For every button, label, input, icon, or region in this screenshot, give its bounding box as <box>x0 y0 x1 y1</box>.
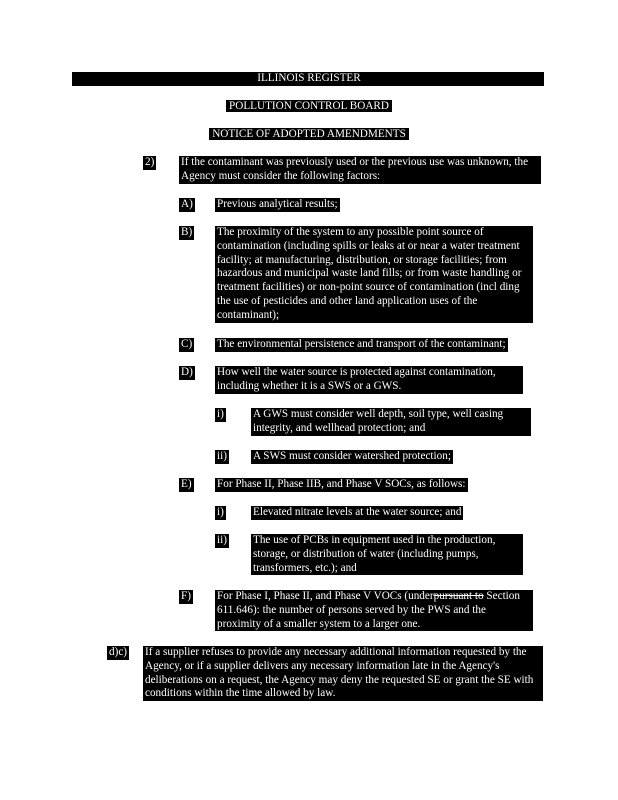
item-d-text: How well the water source is protected against contamination, including whether it is a SWS or a GWS. <box>215 366 523 394</box>
notice-title: NOTICE OF ADOPTED AMENDMENTS <box>0 128 618 142</box>
item-2-label: 2) <box>145 156 155 168</box>
item-e-i-text: Elevated nitrate levels at the water source; and <box>253 506 462 518</box>
register-title: ILLINOIS REGISTER <box>257 72 361 84</box>
item-f-text-before: For Phase I, Phase II, and Phase V VOCs (under <box>217 590 434 602</box>
item-b-text: The proximity of the system to any possible point source of contamination (including spills or leaks at or near a water treatment facility; at manufacturing, distribution, or storage facilities; from hazardous and municipal waste land fills; or from waste handling or treatment facilities) or non-point source of contamination (incl ding the use of pesticides and other land application uses of the contaminant); <box>215 226 533 323</box>
item-d-i-label: i) <box>217 408 224 420</box>
item-a-text: Previous analytical results; <box>217 198 338 210</box>
item-d2-label: d)c) <box>109 646 128 658</box>
item-b-label: B) <box>181 226 193 238</box>
item-e-ii-label: ii) <box>217 534 227 546</box>
item-e-label: E) <box>181 478 192 490</box>
item-d-ii-label: ii) <box>217 450 227 462</box>
item-c-label: C) <box>181 338 193 350</box>
item-d-ii-text: A SWS must consider watershed protection; <box>253 450 451 462</box>
item-a-label: A) <box>181 198 193 210</box>
item-f-text <box>215 590 533 631</box>
item-d2-text: If a supplier refuses to provide any necessary additional information requested by the Agency, or if a supplier delivers any necessary information late in the Agency's deliberations on a request, the Agency may deny the requested SE or grant the SE with conditions within the time allowed by law. <box>143 646 543 701</box>
item-f-label: F) <box>181 590 191 602</box>
item-d-i-text: A GWS must consider well depth, soil type, well casing integrity, and wellhead protection; and <box>251 408 531 436</box>
item-e-ii-text: The use of PCBs in equipment used in the production, storage, or distribution of water (including pumps, transformers, etc.); and <box>251 534 523 575</box>
item-d-label: D) <box>181 366 193 378</box>
item-c-text: The environmental persistence and transport of the contaminant; <box>217 338 506 350</box>
item-2-text: If the contaminant was previously used or the previous use was unknown, the Agency must consider the following factors: <box>179 156 541 184</box>
item-e-i-label: i) <box>217 506 224 518</box>
board-title: POLLUTION CONTROL BOARD <box>0 100 618 114</box>
item-f-struck-text: pursuant to <box>433 590 484 602</box>
item-e-text: For Phase II, Phase IIB, and Phase V SOCs, as follows: <box>217 478 466 490</box>
item-f-text-after: Section 611.646): the number of persons served by the PWS and the proximity of a smaller system to a larger one. <box>217 590 520 630</box>
